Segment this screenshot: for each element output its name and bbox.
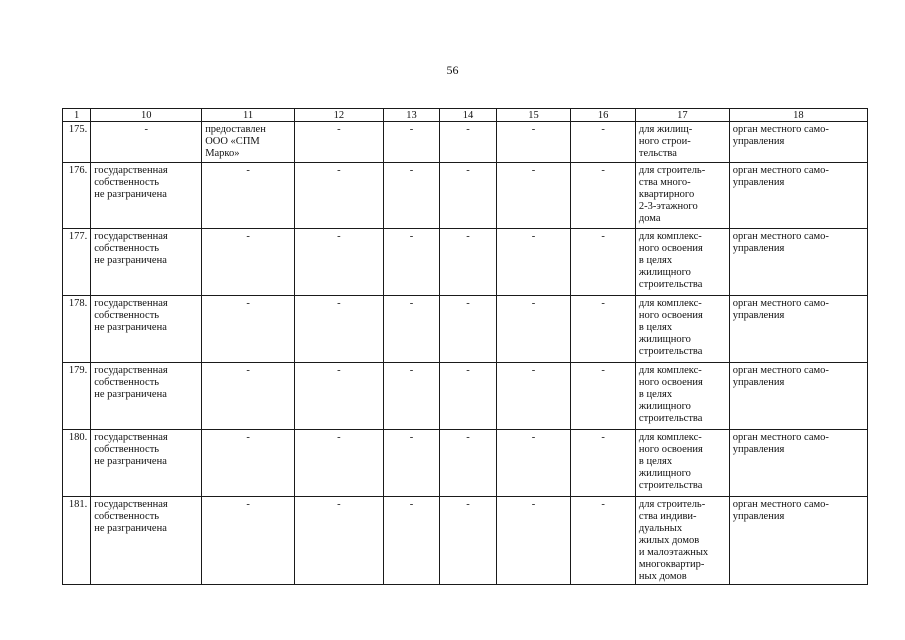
purpose-cell: для комплекс- ного освоения в целях жилищного строительства [635,430,729,497]
header-row [63,109,868,122]
column-16-cell: - [571,296,636,363]
column-14-cell: - [440,497,496,585]
column-12-cell: - [294,163,383,229]
column-header-10: 10 [91,109,202,122]
purpose-cell: для строитель- ства много- квартирного 2-3-этажного дома [635,163,729,229]
column-11-cell: - [202,229,295,296]
column-header-18: 18 [729,109,867,122]
authority-cell: орган местного само- управления [729,430,867,497]
column-13-cell: - [383,296,439,363]
column-16-cell: - [571,122,636,163]
ownership-cell: государственная собственность не разграничена [91,497,202,585]
authority-cell: орган местного само- управления [729,296,867,363]
column-14-cell: - [440,229,496,296]
column-14-cell: - [440,163,496,229]
authority-cell: орган местного само- управления [729,363,867,430]
column-12-cell: - [294,430,383,497]
column-header-16: 16 [571,109,636,122]
column-11-cell: - [202,430,295,497]
authority-cell: орган местного само- управления [729,229,867,296]
column-13-cell: - [383,163,439,229]
table-row [63,363,868,430]
authority-cell: орган местного само- управления [729,122,867,163]
row-number: 178. [63,296,91,363]
column-header-15: 15 [496,109,571,122]
column-13-cell: - [383,430,439,497]
column-14-cell: - [440,430,496,497]
column-header-13: 13 [383,109,439,122]
ownership-cell: государственная собственность не разграничена [91,363,202,430]
table-row [63,122,868,163]
page-number: 56 [446,63,459,77]
column-12-cell: - [294,497,383,585]
column-13-cell: - [383,363,439,430]
column-13-cell: - [383,497,439,585]
table-row [63,229,868,296]
row-number: 179. [63,363,91,430]
column-16-cell: - [571,363,636,430]
column-12-cell: - [294,229,383,296]
column-header-1: 1 [63,109,91,122]
table-row [63,430,868,497]
ownership-cell: государственная собственность не разграничена [91,163,202,229]
column-11-cell: - [202,497,295,585]
column-16-cell: - [571,430,636,497]
column-15-cell: - [496,430,571,497]
purpose-cell: для жилищ- ного строи- тельства [635,122,729,163]
authority-cell: орган местного само- управления [729,163,867,229]
column-header-11: 11 [202,109,295,122]
column-16-cell: - [571,229,636,296]
column-15-cell: - [496,363,571,430]
column-14-cell: - [440,122,496,163]
row-number: 177. [63,229,91,296]
column-14-cell: - [440,296,496,363]
column-14-cell: - [440,363,496,430]
ownership-cell: государственная собственность не разграничена [91,229,202,296]
table-row [63,497,868,585]
purpose-cell: для комплекс- ного освоения в целях жилищного строительства [635,296,729,363]
column-header-12: 12 [294,109,383,122]
authority-cell: орган местного само- управления [729,497,867,585]
column-15-cell: - [496,497,571,585]
ownership-cell: - [91,122,202,163]
column-16-cell: - [571,497,636,585]
column-12-cell: - [294,296,383,363]
column-11-cell: - [202,363,295,430]
column-11-cell: - [202,296,295,363]
land-registry-table [62,108,868,585]
purpose-cell: для комплекс- ного освоения в целях жилищного строительства [635,229,729,296]
column-16-cell: - [571,163,636,229]
ownership-cell: государственная собственность не разграничена [91,296,202,363]
row-number: 181. [63,497,91,585]
row-number: 180. [63,430,91,497]
column-11-cell: - [202,163,295,229]
column-12-cell: - [294,122,383,163]
table-row [63,296,868,363]
column-15-cell: - [496,229,571,296]
column-13-cell: - [383,229,439,296]
ownership-cell: государственная собственность не разграничена [91,430,202,497]
column-header-14: 14 [440,109,496,122]
table-row [63,163,868,229]
column-header-17: 17 [635,109,729,122]
row-number: 176. [63,163,91,229]
purpose-cell: для комплекс- ного освоения в целях жилищного строительства [635,363,729,430]
column-15-cell: - [496,163,571,229]
column-13-cell: - [383,122,439,163]
column-15-cell: - [496,296,571,363]
column-15-cell: - [496,122,571,163]
column-11-cell: предоставлен ООО «СПМ Марко» [202,122,295,163]
column-12-cell: - [294,363,383,430]
purpose-cell: для строитель- ства индиви- дуальных жилых домов и малоэтажных многоквартир- ных домов [635,497,729,585]
row-number: 175. [63,122,91,163]
